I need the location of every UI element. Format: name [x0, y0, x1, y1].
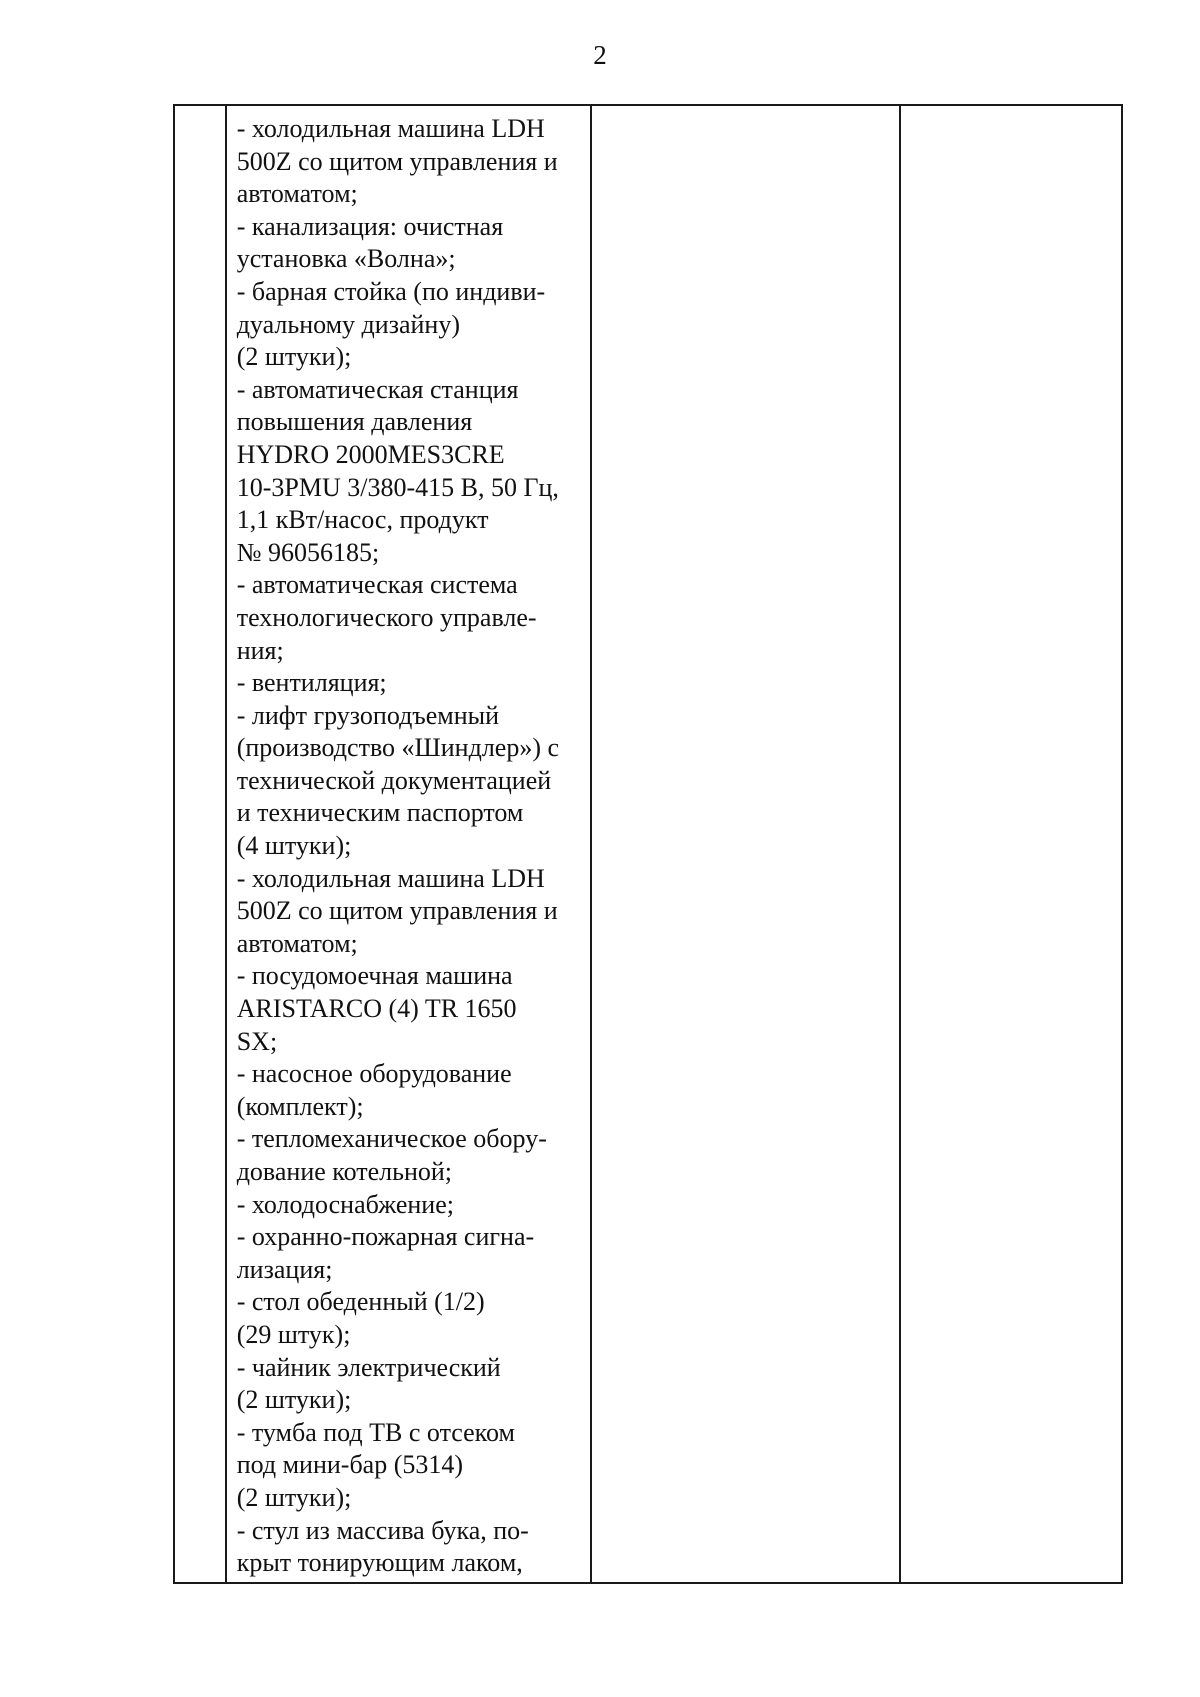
description-line: - канализация: очистная — [236, 211, 504, 241]
description-line: крыт тонирующим лаком, — [236, 1548, 523, 1578]
description-line: автоматом; — [236, 179, 358, 209]
description-line: 500Z со щитом управления и — [236, 896, 558, 926]
description-line: и техническим паспортом — [236, 798, 524, 828]
description-line: - стул из массива бука, по- — [236, 1515, 529, 1545]
description-line: лизация; — [236, 1254, 333, 1284]
page-number: 2 — [593, 40, 607, 70]
description-line: 1,1 кВт/насос, продукт — [236, 505, 489, 535]
description-line: ния; — [236, 635, 284, 665]
description-line: - насосное оборудование — [236, 1059, 512, 1089]
description-line: - холодоснабжение; — [236, 1189, 454, 1219]
description-line: (2 штуки); — [236, 1482, 352, 1512]
description-line: ARISTARCO (4) TR 1650 — [236, 994, 517, 1024]
description-line: - вентиляция; — [236, 668, 387, 698]
description-line: дуальному дизайну) — [236, 309, 461, 339]
description-line: SX; — [236, 1026, 278, 1056]
description-line: № 96056185; — [236, 537, 380, 567]
description-line: - тумба под ТВ с отсеком — [236, 1417, 515, 1447]
description-line: - автоматическая система — [236, 570, 518, 600]
description-line: дование котельной; — [236, 1157, 453, 1186]
description-line: установка «Волна»; — [236, 244, 456, 274]
description-line: (2 штуки); — [236, 342, 352, 372]
description-cell — [226, 105, 591, 1583]
empty-cell — [591, 105, 900, 1583]
description-line: - автоматическая станция — [236, 374, 519, 404]
description-line: повышения давления — [236, 407, 473, 437]
description-line: под мини-бар (5314) — [236, 1450, 464, 1480]
description-line: технологического управле- — [236, 602, 537, 632]
description-line: - холодильная машина LDH — [236, 863, 545, 893]
description-line: 10-3PMU 3/380-415 В, 50 Гц, — [236, 472, 559, 502]
description-line: (производство «Шиндлер») с — [236, 733, 560, 763]
description-line: - холодильная машина LDH — [236, 114, 545, 143]
description-line: (29 штук); — [236, 1319, 351, 1349]
description-line: - лифт грузоподъемный — [236, 700, 500, 730]
inventory-table — [173, 104, 1123, 1584]
description-line: - охранно-пожарная сигна- — [236, 1222, 535, 1252]
description-line: (2 штуки); — [236, 1385, 352, 1415]
table-row — [174, 105, 1122, 1583]
description-line: - стол обеденный (1/2) — [236, 1287, 485, 1317]
description-line: (комплект); — [236, 1091, 364, 1121]
description-line: - чайник электрический — [236, 1352, 501, 1382]
description-line: технической документацией — [236, 765, 552, 795]
description-line: 500Z со щитом управления и — [236, 146, 558, 176]
description-line: HYDRO 2000MES3CRE — [236, 439, 505, 469]
number-cell — [174, 105, 226, 1583]
empty-cell — [900, 105, 1122, 1583]
description-line: (4 штуки); — [236, 831, 352, 861]
description-line: - тепломеханическое обору- — [236, 1124, 547, 1154]
description-line: - барная стойка (по индиви- — [236, 276, 546, 306]
description-line: автоматом; — [236, 928, 358, 958]
description-line: - посудомоечная машина — [236, 961, 513, 991]
description-list — [227, 106, 590, 1582]
